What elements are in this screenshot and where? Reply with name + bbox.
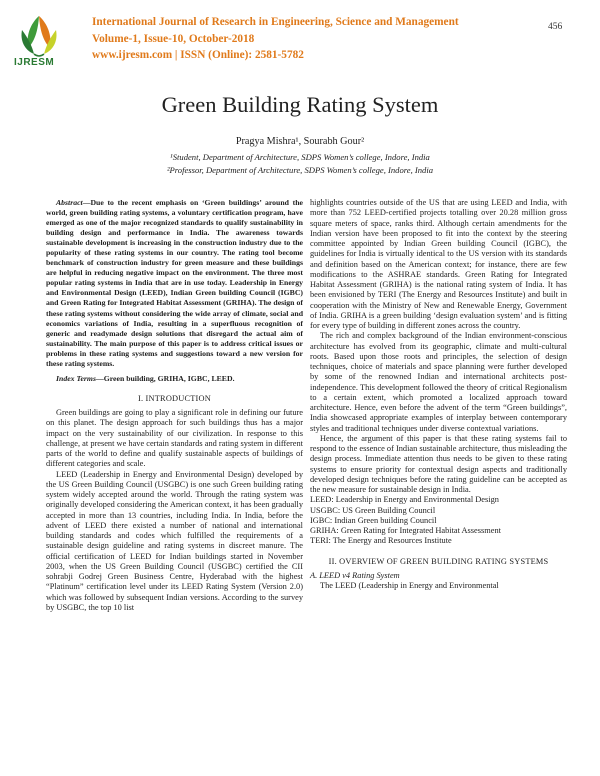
section-heading-overview: II. OVERVIEW OF GREEN BUILDING RATING SYSTEMS (328, 556, 549, 566)
journal-website: www.ijresm.com | ISSN (Online): 2581-5782 (92, 49, 304, 61)
journal-header (92, 14, 552, 64)
abbreviation-leed: LEED: Leadership in Energy and Environmental Design (310, 495, 499, 505)
subsection-heading-leed: A. LEED v4 Rating System (310, 570, 400, 580)
logo-text: IJRESM (14, 57, 55, 68)
right-paragraph-1: highlights countries outside of the US that are using LEED and India, with more than 752 LEED-certified projects totalling over 20.28 million gross square meters of space, ranks third. Although certain amendments for the Indian version have been proposed to fit into the context by the steering committee appointed by Indian Green building Council (IGBC), the guidelines for India is virtually identical to the US version with its standards and definition based on the American context; for instance, there are few modifications to the ASHRAE standards. Green Rating for Integrated Habitat Assessment (GRIHA) is the national rating system of India. It has been envisioned by TERI (The Energy and Resources Institute) and built in cooperation with the Ministry of New and Renewable Energy, Government of India. GRIHA is a green building ‘design evaluation system’ and is fitting for every type of building in different zones across the country. (310, 198, 567, 330)
right-paragraph-4: The LEED (Leadership in Energy and Environmental (320, 581, 499, 590)
paper-title: Green Building Rating System (161, 92, 439, 117)
abbreviation-usgbc: USGBC: US Green Building Council (310, 505, 436, 515)
page-number: 456 (548, 22, 563, 32)
paper-authors: Pragya Mishra¹, Sourabh Gour² (235, 136, 365, 147)
index-terms (46, 374, 303, 384)
abstract-text: —Due to the recent emphasis on ‘Green buildings’ around the world, green building rating systems, a voluntary certification program, have emerged as one of the major recognized standards to qualify sustainability in building design and performance in India. The awareness towards sustainable development is increasing in the construction industry due to the popularity of these rating systems in our country. The rating tool become benchmark of construction industry for green measure and these buildings are helpful in reducing negative impact on the environment. The three most popular rating systems in India that are in use today. Leadership in Energy and Environmental Design (LEED), Indian Green building Council (IGBC) and Green Rating for Integrated Habitat Assessment (GRIHA). The design of these rating systems without considering the wide array of climate, social and economics variations of India, resulting in a superfluous recognition of generic and readymade design solutions that disregard the actual aim of sustainability. The main purpose of this paper is to address critical issues or problems in these rating systems and suggestions toward a new version for these rating systems. (46, 198, 303, 368)
abbreviation-teri: TERI: The Energy and Resources Institute (310, 536, 452, 546)
right-column (310, 198, 567, 591)
journal-name: International Journal of Research in Engineering, Science and Management (92, 16, 459, 28)
abstract-label: Abstract (56, 198, 83, 207)
index-terms-label: Index Terms (56, 373, 96, 383)
abstract (46, 198, 303, 369)
right-paragraph-2: The rich and complex background of the Indian environment-conscious architecture has evolved from its geographic, climate and multi-cultural roots. Based upon those roots and principles, the selection of design techniques, choice of materials and space planning were further developed by some of the renowned Indian and international architects post-independence. This development followed the theory of critical Regionalism to a certain extent, which promoted a localized approach toward architecture. Hence, even before the advent of the term “Green buildings”, India showcased appropriate examples of interplay between contemporary styles and traditional techniques under diverse contextual variations. (310, 331, 567, 433)
intro-paragraph-1: Green buildings are going to play a significant role in defining our future on this planet. The design approach for such buildings thus has a major impact on the very sustainability of our civilization. In response to this challenge, at present we have certain standards and rating system in different parts of the world to define and qualify sustainable aspects of buildings of different categories and scale. (46, 408, 303, 469)
journal-volume: Volume-1, Issue-10, October-2018 (92, 32, 255, 45)
abbreviation-igbc: IGBC: Indian Green building Council (310, 515, 437, 525)
right-paragraph-3: Hence, the argument of this paper is that these rating systems fail to respond to the essence of Indian sustainable architecture, thus misleading the design process. Immediate attention thus needs to be given to these rating systems to ensure priority for contextual design aspects and traditionally developed design techniques before the rating guideline can be accepted as the new measure for sustainable design in India. (310, 433, 567, 494)
intro-paragraph-2: LEED (Leadership in Energy and Environmental Design) developed by the US Green Building Council (USGBC) is one such Green building rating system widely accepted around the world. Through the rating system was originally developed considering the American context, it has been gradually accepted in more than 13 countries, including India. In India, before the advent of LEED there existed a number of national and international building standards and codes which fulfilled the requirements of a sustainable design guideline and rating systems in discreet manure. The official certification of LEED for Indian buildings started in November 2003, when the US Green Building Council (USGBC) certified the CII sohrabji Godrej Green Business Centre, Hyderabad with the highest “Platinum” certification level under its LEED Rating System (Version 2.0) which was followed by subsequent Indian versions. According to the survey by USGBC, the top 10 list (46, 469, 303, 612)
left-column (46, 198, 303, 613)
abbreviation-griha: GRIHA: Green Rating for Integrated Habitat Assessment (310, 526, 501, 535)
index-terms-text: —Green building, GRIHA, IGBC, LEED. (95, 373, 235, 383)
affiliation-2: ²Professor, Department of Architecture, SDPS Women’s college, Indore, India (166, 165, 434, 175)
affiliation-1: ¹Student, Department of Architecture, SDPS Women’s college, Indore, India (170, 152, 430, 162)
section-heading-introduction: I. INTRODUCTION (138, 393, 211, 403)
